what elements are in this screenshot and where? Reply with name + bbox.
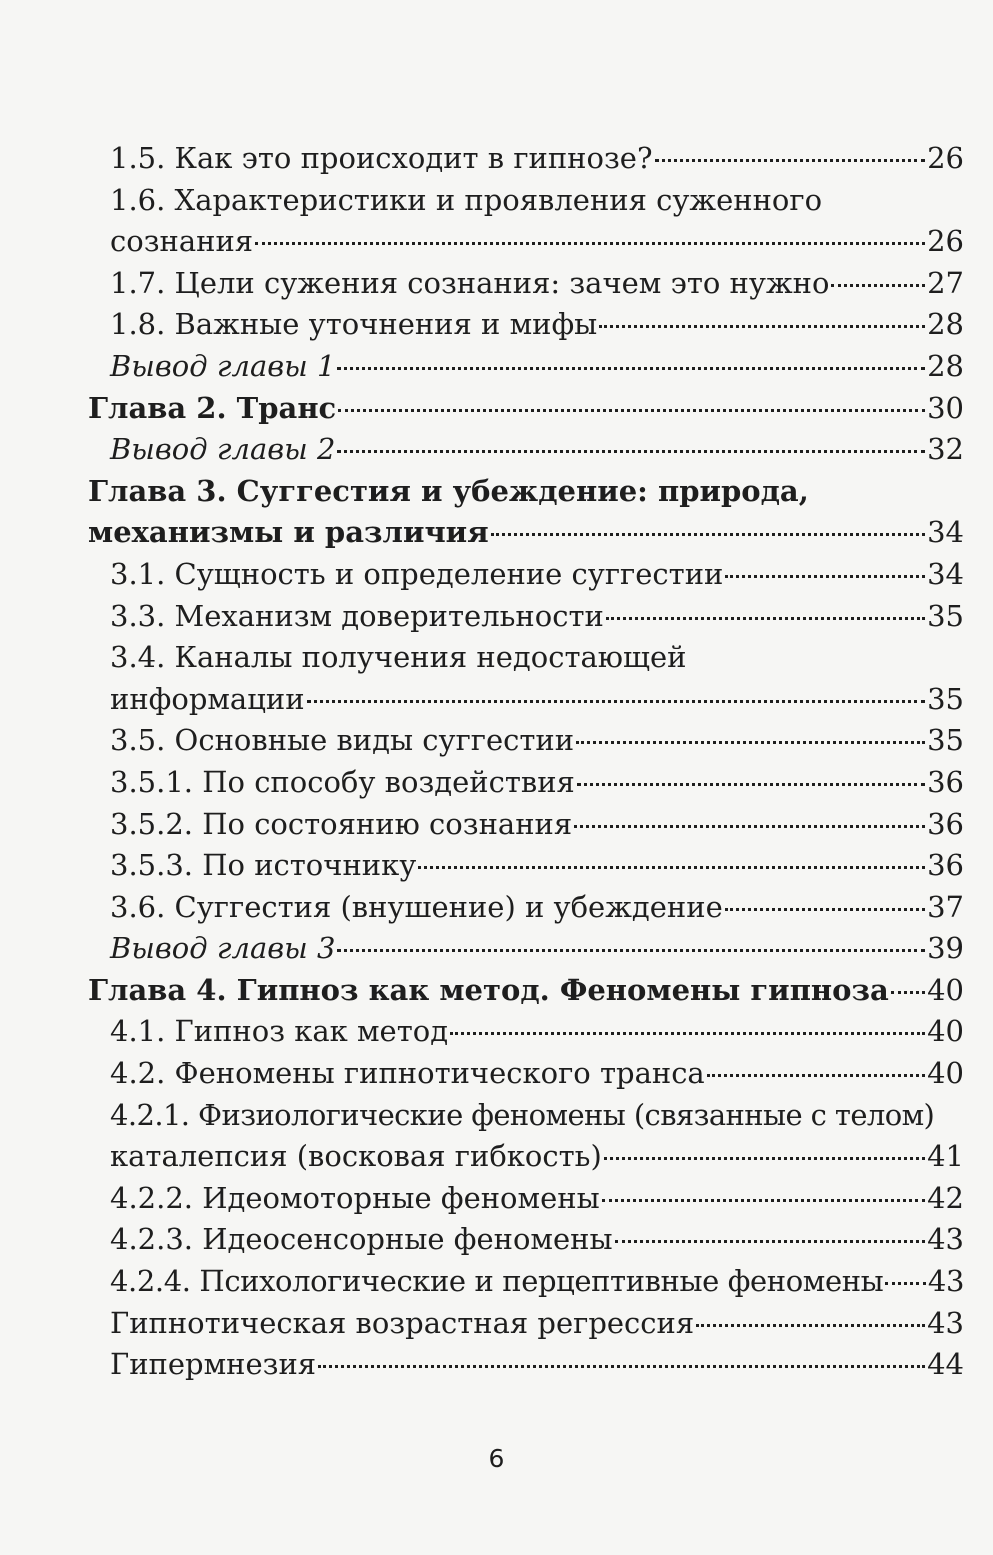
toc-entry-page: 28 (927, 307, 964, 342)
toc-entry-page: 39 (927, 931, 964, 966)
toc-entry (88, 1095, 964, 1178)
dot-leader (318, 1365, 925, 1368)
dot-leader (725, 575, 925, 578)
toc-entry (88, 1344, 964, 1386)
dot-leader (696, 1324, 925, 1327)
toc-entry-label: Вывод главы 3 (110, 931, 336, 966)
toc-entry (88, 762, 964, 804)
toc-entry-label-line1: 4.2.1. Физиологические феномены (связанные с телом) (110, 1097, 935, 1132)
toc-entry-chapter-summary (88, 429, 964, 471)
toc-entry-label: сознания (110, 224, 254, 259)
toc-entry-page: 36 (927, 764, 964, 799)
toc-entry-page: 30 (927, 390, 964, 425)
toc-entry-page: 43 (927, 1222, 964, 1257)
toc-entry-label: информации (110, 681, 305, 716)
toc-entry-label: 4.2. Феномены гипнотического транса (110, 1056, 705, 1091)
toc-entry-page: 41 (927, 1139, 964, 1174)
toc-entry-label: 1.7. Цели сужения сознания: зачем это нужно (110, 265, 830, 300)
toc-entry-page: 28 (927, 348, 964, 383)
toc-entry-label-line1: 1.6. Характеристики и проявления суженного (110, 182, 823, 217)
toc-entry (88, 138, 964, 180)
toc-entry-label: 4.2.4. Психологические и перцептивные феномены (110, 1264, 884, 1299)
toc-entry (88, 637, 964, 720)
dot-leader (491, 533, 925, 536)
toc-entry-page: 40 (927, 1056, 964, 1091)
toc-entry-label: 4.2.3. Идеосенсорные феномены (110, 1222, 613, 1257)
toc-entry-label: 3.5. Основные виды суггестии (110, 723, 575, 758)
dot-leader (725, 908, 925, 911)
toc-entry-page: 26 (927, 141, 964, 175)
toc-chapter-heading (88, 970, 964, 1012)
dot-leader (574, 825, 925, 828)
dot-leader (599, 325, 925, 328)
dot-leader (450, 1032, 925, 1035)
toc-entry-page: 40 (927, 1014, 964, 1049)
toc-entry-label-line1: Глава 3. Суггестия и убеждение: природа, (88, 473, 809, 508)
toc-entry (88, 1219, 964, 1261)
toc-entry-page: 40 (927, 972, 964, 1007)
toc-entry-label: 3.5.3. По источнику (110, 848, 417, 883)
toc-entry-page: 34 (927, 515, 964, 550)
toc-entry-page: 27 (927, 265, 964, 300)
toc-entry-label: Глава 4. Гипноз как метод. Феномены гипноза (88, 972, 889, 1007)
toc-entry (88, 1303, 964, 1345)
dot-leader (655, 159, 926, 162)
toc-entry (88, 1178, 964, 1220)
dot-leader (602, 1199, 925, 1202)
toc-entry-label-line1: 3.4. Каналы получения недостающей (110, 640, 687, 675)
toc-entry-page: 43 (927, 1264, 964, 1299)
toc-entry (88, 804, 964, 846)
toc-entry-label: Глава 2. Транс (88, 390, 337, 425)
dot-leader (891, 991, 925, 994)
toc-entry (88, 720, 964, 762)
toc-entry-label: 3.5.2. По состоянию сознания (110, 806, 573, 841)
toc-entry-label: 4.1. Гипноз как метод (110, 1014, 449, 1049)
toc-entry (88, 887, 964, 929)
toc-entry-page: 32 (927, 432, 964, 467)
toc-entry-chapter-summary (88, 346, 964, 388)
dot-leader (604, 1157, 925, 1160)
dot-leader (255, 242, 925, 245)
toc-entry (88, 554, 964, 596)
toc-entry-label: 1.8. Важные уточнения и мифы (110, 307, 598, 342)
dot-leader (337, 949, 925, 952)
toc-entry-page: 35 (927, 681, 964, 716)
toc-entry-page: 35 (927, 723, 964, 758)
table-of-contents (88, 138, 964, 1386)
dot-leader (577, 783, 925, 786)
toc-entry-label: 3.5.1. По способу воздействия (110, 764, 575, 799)
dot-leader (337, 450, 925, 453)
toc-entry-chapter-summary (88, 928, 964, 970)
toc-entry-page: 37 (927, 889, 964, 924)
toc-entry (88, 263, 964, 305)
dot-leader (606, 617, 925, 620)
toc-entry-label: Гипнотическая возрастная регрессия (110, 1305, 695, 1340)
toc-entry-page: 43 (927, 1305, 964, 1340)
toc-chapter-heading (88, 471, 964, 554)
toc-entry (88, 1261, 964, 1303)
toc-entry (88, 845, 964, 887)
page-number: 6 (488, 1444, 505, 1473)
dot-leader (307, 700, 926, 703)
toc-entry-page: 44 (927, 1347, 964, 1382)
toc-entry-label: 3.1. Сущность и определение суггестии (110, 556, 724, 591)
toc-entry (88, 1053, 964, 1095)
toc-entry (88, 1011, 964, 1053)
toc-chapter-heading (88, 388, 964, 430)
dot-leader (338, 409, 925, 412)
toc-entry-page: 35 (927, 598, 964, 633)
toc-entry-page: 26 (927, 224, 964, 259)
dot-leader (707, 1074, 925, 1077)
toc-entry-label: 3.3. Механизм доверительности (110, 598, 604, 633)
dot-leader (885, 1282, 926, 1285)
toc-entry-label: 3.6. Суггестия (внушение) и убеждение (110, 889, 723, 924)
dot-leader (576, 741, 925, 744)
toc-entry (88, 596, 964, 638)
toc-entry-label: каталепсия (восковая гибкость) (110, 1139, 602, 1174)
toc-entry-page: 36 (927, 806, 964, 841)
toc-entry-page: 36 (927, 848, 964, 883)
dot-leader (337, 367, 925, 370)
toc-entry (88, 304, 964, 346)
dot-leader (831, 284, 925, 287)
dot-leader (615, 1240, 926, 1243)
toc-entry-label: Гипермнезия (110, 1347, 317, 1382)
toc-entry-label: 4.2.2. Идеомоторные феномены (110, 1180, 600, 1215)
toc-entry-page: 34 (927, 556, 964, 591)
toc-entry (88, 180, 964, 263)
toc-entry-label: механизмы и различия (88, 515, 489, 550)
toc-entry-label: Вывод главы 2 (110, 432, 336, 467)
toc-entry-label: 1.5. Как это происходит в гипнозе? (110, 141, 653, 175)
toc-entry-page: 42 (927, 1180, 964, 1215)
dot-leader (418, 866, 925, 869)
toc-entry-label: Вывод главы 1 (110, 348, 336, 383)
